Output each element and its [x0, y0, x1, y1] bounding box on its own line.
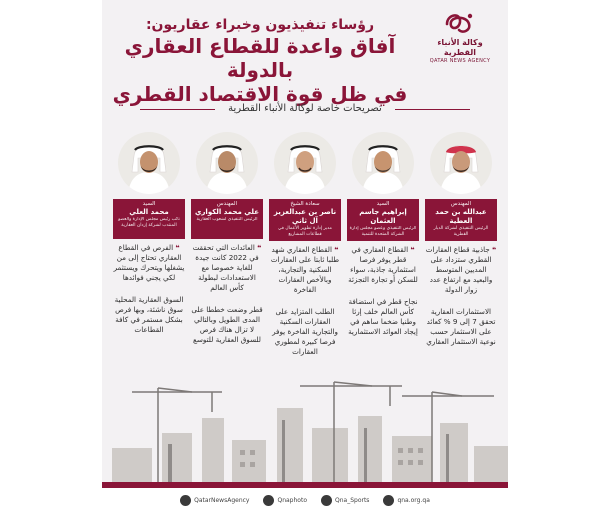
footer-item-twitter[interactable] [321, 495, 369, 506]
person-role: نائب رئيس مجلس الإدارة والعضو المنتدب لشركة إزدان العقارية [118, 217, 180, 228]
person-quotes [425, 245, 497, 347]
qna-logo-mark-icon [443, 10, 477, 36]
infographic-card [102, 0, 508, 512]
quote [113, 243, 185, 283]
person-column [110, 128, 188, 383]
headline-title-line2: في ظل قوة الاقتصاد القطري [112, 82, 408, 106]
quote-text: جاذبية قطاع العقارات القطري ستزداد على المديين المتوسط والبعيد مع ارتفاع عدد زوار الدولة [425, 245, 493, 294]
person-photo [430, 132, 492, 194]
quote-mark-icon: ❝ [257, 243, 262, 252]
subtitle-divider-right [395, 109, 470, 110]
person-quotes [269, 245, 341, 357]
quote [269, 245, 341, 295]
person-role: الرئيس التنفيذي لشعوب العقارية [196, 217, 258, 222]
person-photo [352, 132, 414, 194]
quote [425, 307, 497, 347]
headline [110, 16, 410, 106]
construction-skyline-illustration [102, 378, 508, 488]
subtitle: تصريحات خاصة لوكالة الأنباء القطرية [228, 103, 382, 114]
person-quotes [191, 243, 263, 345]
quote-text: القطاع العقاري شهد طلبا ثابتا على العقارات السكنية والتجارية، وبالأخص العقارات الفاخرة [270, 245, 340, 294]
person-rank: المهندس [216, 201, 238, 207]
quote [425, 245, 497, 295]
person-photo [118, 132, 180, 194]
person-name: عبدالله بن حمد العطية [435, 208, 487, 225]
quote-mark-icon: ❝ [175, 243, 180, 252]
subtitle-divider-left [140, 109, 215, 110]
quote-mark-icon: ❝ [334, 245, 339, 254]
quote-text: الطلب المتزايد على العقارات السكنية والتجارية الفاخرة يوفر فرصا كبيرة لمطوري العقارات [272, 307, 338, 356]
quote-text: الاستثمارات العقارية تحقق 7 إلى 9 % كعائد على الاستثمار حسب نوعية الاستثمار العقاري [426, 307, 496, 346]
quote [347, 297, 419, 337]
logo-name-en: QATAR NEWS AGENCY [429, 58, 491, 64]
person-column [422, 128, 500, 383]
quote [113, 295, 185, 335]
person-info-box [113, 199, 185, 239]
person-quotes [347, 245, 419, 337]
quote-mark-icon: ❝ [410, 245, 415, 254]
quote-text: العائدات التي تحققت في 2022 كانت جيدة للغاية خصوصا مع الاستعدادات لبطولة كأس العالم [192, 243, 259, 292]
person-rank: المهندس [450, 201, 472, 207]
logo-name-ar: وكالة الأنباء القطرية [437, 38, 483, 57]
person-info-box [191, 199, 263, 239]
snapchat-icon [263, 495, 274, 506]
person-column [344, 128, 422, 383]
footer-item-social[interactable] [180, 495, 249, 506]
qna-logo [420, 10, 500, 65]
person-name: إبراهيم جاسم العثمان [359, 208, 407, 225]
person-quotes [113, 243, 185, 335]
person-info-box [269, 199, 341, 241]
person-rank: السيد [376, 201, 390, 207]
footer-text: Qna_Sports [335, 496, 370, 504]
person-name: ناصر بن عبدالعزيز آل ثاني [273, 208, 337, 225]
quote-text: نجاح قطر في استضافة كأس العالم خلف إرثا وطنيا ضخما ساهم في إيجاد العوائد الاستثمارية [348, 297, 418, 336]
person-name: محمد العلي [129, 208, 169, 216]
footer-text: QatarNewsAgency [194, 496, 250, 504]
quote [347, 245, 419, 285]
footer-social-bar [102, 488, 508, 512]
person-info-box [347, 199, 419, 241]
person-column [188, 128, 266, 383]
person-name: علي محمد الكواري [194, 208, 260, 216]
footer-item-snapchat[interactable] [263, 495, 307, 506]
social-icons [180, 495, 191, 506]
footer-item-website[interactable] [383, 495, 429, 506]
headline-title-line1: آفاق واعدة للقطاع العقاري بالدولة [124, 34, 396, 82]
quote-text: السوق العقارية المحلية سوق ناشئة، وبها فرص بشكل مستمر في كافة القطاعات [114, 295, 184, 334]
quote [269, 307, 341, 357]
person-column [266, 128, 344, 383]
subtitle-row [102, 101, 508, 117]
quote [191, 243, 263, 293]
person-rank: السيد [142, 201, 156, 207]
person-photo [196, 132, 258, 194]
quote-text: قطر وضعت خططا على المدى الطويل وبالتالي لا تزال هناك فرص للسوق العقارية للتوسع [191, 305, 263, 344]
person-info-box [425, 199, 497, 241]
person-rank: سعادة الشيخ [290, 201, 320, 207]
person-photo [274, 132, 336, 194]
headline-kicker: رؤساء تنفيذيون وخبراء عقاريون: [145, 17, 375, 33]
quote [191, 305, 263, 345]
instagram-icon [383, 495, 394, 506]
footer-text: qna.org.qa [397, 496, 430, 504]
statements-columns [110, 128, 500, 383]
person-role: الرئيس التنفيذي وعضو مجلس إدارة الشركة المتحدة للتنمية [349, 226, 417, 237]
quote-text: القطاع العقاري في قطر يوفر فرصا استثمارية جاذبة، سواء للسكن أو تجارة التجزئة [348, 245, 418, 284]
quote-mark-icon: ❝ [492, 245, 497, 254]
quote-text: الفرص في القطاع العقاري تحتاج إلى من يشغلها ويتحرك ويستثمر لكي يجني فوائدها [113, 243, 185, 282]
twitter-icon [321, 495, 332, 506]
person-role: الرئيس التنفيذي لشركة الديار القطرية [433, 226, 489, 237]
footer-text: Qnaphoto [277, 496, 307, 504]
person-role: مدير إدارة تطوير الأعمال في قطاعات المشاريع [278, 226, 332, 237]
